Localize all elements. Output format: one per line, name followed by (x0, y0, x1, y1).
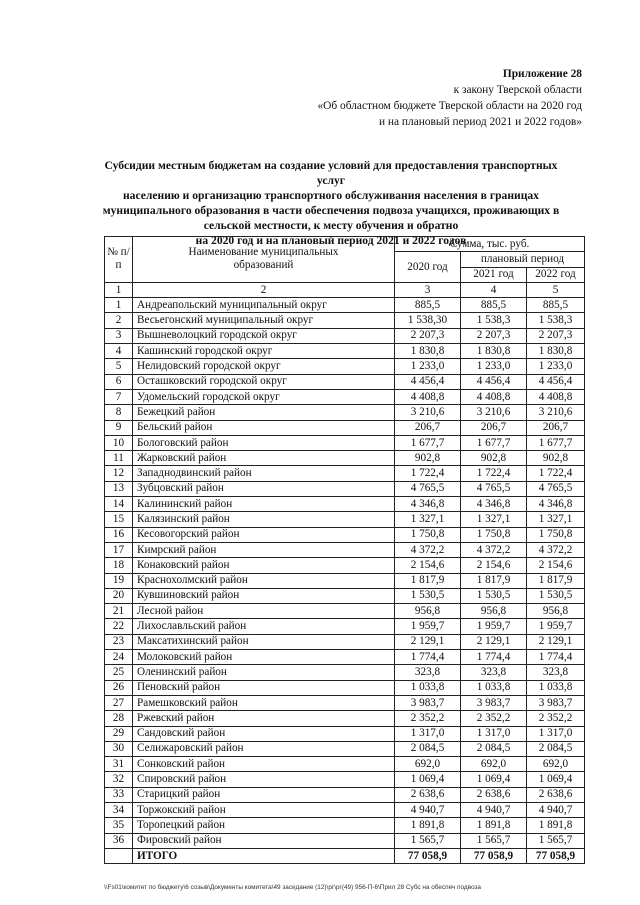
municipality-name: Конаковский район (133, 558, 395, 573)
value-2020: 692,0 (395, 757, 461, 772)
row-number: 8 (105, 405, 133, 420)
value-2021: 1 565,7 (461, 833, 527, 848)
municipality-name: Рамешковский район (133, 695, 395, 710)
table-row (105, 665, 585, 680)
value-2022: 1 069,4 (527, 772, 585, 787)
value-2021: 4 765,5 (461, 481, 527, 496)
value-2021: 4 408,8 (461, 389, 527, 404)
municipality-name: Торопецкий район (133, 818, 395, 833)
value-2022: 1 530,5 (527, 588, 585, 603)
value-2021: 956,8 (461, 604, 527, 619)
row-number: 36 (105, 833, 133, 848)
value-2022: 4 346,8 (527, 497, 585, 512)
value-2020: 323,8 (395, 665, 461, 680)
municipality-name: Бельский район (133, 420, 395, 435)
row-number: 23 (105, 634, 133, 649)
value-2022: 1 033,8 (527, 680, 585, 695)
row-number: 6 (105, 374, 133, 389)
value-2022: 2 154,6 (527, 558, 585, 573)
value-2020: 2 129,1 (395, 634, 461, 649)
title-line-3: муниципального образования в части обеспечения подвоза учащихся, проживающих в (102, 204, 560, 217)
table-row (105, 298, 585, 313)
value-2021: 2 084,5 (461, 741, 527, 756)
table-row (105, 711, 585, 726)
value-2022: 1 538,3 (527, 313, 585, 328)
row-number: 20 (105, 588, 133, 603)
municipality-name: Лихославльский район (133, 619, 395, 634)
value-2021: 2 638,6 (461, 787, 527, 802)
row-number: 15 (105, 512, 133, 527)
value-2021: 206,7 (461, 420, 527, 435)
value-2022: 1 233,0 (527, 359, 585, 374)
municipality-name: Калининский район (133, 497, 395, 512)
table-row (105, 695, 585, 710)
row-number: 24 (105, 650, 133, 665)
title-line-4: сельской местности, к месту обучения и обратно (203, 219, 459, 232)
value-2020: 4 456,4 (395, 374, 461, 389)
row-number: 5 (105, 359, 133, 374)
value-2020: 902,8 (395, 451, 461, 466)
municipality-name: Максатихинский район (133, 634, 395, 649)
value-2020: 4 940,7 (395, 802, 461, 817)
table-row (105, 359, 585, 374)
value-2022: 2 352,2 (527, 711, 585, 726)
municipality-name: Фировский район (133, 833, 395, 848)
value-2022: 885,5 (527, 298, 585, 313)
value-2021: 1 317,0 (461, 726, 527, 741)
row-number: 14 (105, 497, 133, 512)
table-row (105, 542, 585, 557)
value-2021: 1 530,5 (461, 588, 527, 603)
table-row (105, 527, 585, 542)
value-2020: 1 830,8 (395, 344, 461, 359)
value-2021: 4 346,8 (461, 497, 527, 512)
value-2022: 4 765,5 (527, 481, 585, 496)
value-2020: 4 765,5 (395, 481, 461, 496)
table-row (105, 389, 585, 404)
table-row (105, 619, 585, 634)
table-row (105, 588, 585, 603)
value-2020: 1 750,8 (395, 527, 461, 542)
row-number: 12 (105, 466, 133, 481)
table-row (105, 512, 585, 527)
table-row (105, 680, 585, 695)
appendix-block (317, 66, 582, 130)
value-2020: 1 233,0 (395, 359, 461, 374)
header-name: Наименование муниципальных образований (133, 237, 395, 283)
municipality-name: Сандовский район (133, 726, 395, 741)
value-2022: 1 317,0 (527, 726, 585, 741)
value-2022: 2 638,6 (527, 787, 585, 802)
value-2021: 885,5 (461, 298, 527, 313)
value-2021: 902,8 (461, 451, 527, 466)
table-row (105, 344, 585, 359)
value-2020: 1 959,7 (395, 619, 461, 634)
municipality-name: Лесной район (133, 604, 395, 619)
table-row (105, 573, 585, 588)
municipality-name: Оленинский район (133, 665, 395, 680)
table-row (105, 435, 585, 450)
value-2021: 1 722,4 (461, 466, 527, 481)
index-cell: 5 (527, 282, 585, 297)
municipality-name: Жарковский район (133, 451, 395, 466)
row-number: 35 (105, 818, 133, 833)
value-2020: 1 069,4 (395, 772, 461, 787)
value-2020: 1 817,9 (395, 573, 461, 588)
value-2020: 1 538,30 (395, 313, 461, 328)
row-number: 10 (105, 435, 133, 450)
value-2021: 692,0 (461, 757, 527, 772)
value-2022: 2 084,5 (527, 741, 585, 756)
value-2021: 1 774,4 (461, 650, 527, 665)
table-row (105, 313, 585, 328)
row-number: 7 (105, 389, 133, 404)
value-2021: 1 233,0 (461, 359, 527, 374)
value-2022: 1 722,4 (527, 466, 585, 481)
header-2020: 2020 год (395, 252, 461, 283)
index-cell: 3 (395, 282, 461, 297)
row-number: 2 (105, 313, 133, 328)
file-path-footer: \\Fs01\комитет по бюджету\6 созыв\Документы комитета\49 заседание (12)\рг\рг(49) 956-П-6\Прил 28 Субс на обеспеч подвоза (104, 884, 481, 891)
value-2021: 1 817,9 (461, 573, 527, 588)
value-2022: 1 891,8 (527, 818, 585, 833)
value-2021: 3 983,7 (461, 695, 527, 710)
municipality-name: Сонковский район (133, 757, 395, 772)
table-row (105, 726, 585, 741)
value-2021: 4 940,7 (461, 802, 527, 817)
value-2020: 3 210,6 (395, 405, 461, 420)
value-2022: 1 817,9 (527, 573, 585, 588)
value-2021: 1 959,7 (461, 619, 527, 634)
total-label: ИТОГО (133, 848, 395, 863)
value-2021: 4 456,4 (461, 374, 527, 389)
total-2022: 77 058,9 (527, 848, 585, 863)
value-2022: 1 677,7 (527, 435, 585, 450)
value-2021: 1 033,8 (461, 680, 527, 695)
value-2020: 2 154,6 (395, 558, 461, 573)
header-number: № п/п (105, 237, 133, 283)
value-2020: 1 891,8 (395, 818, 461, 833)
table-row (105, 558, 585, 573)
index-cell: 2 (133, 282, 395, 297)
value-2020: 2 207,3 (395, 328, 461, 343)
row-number: 28 (105, 711, 133, 726)
appendix-line-2: «Об областном бюджете Тверской области на 2020 год (317, 100, 582, 112)
municipality-name: Молоковский район (133, 650, 395, 665)
row-number: 11 (105, 451, 133, 466)
row-number: 21 (105, 604, 133, 619)
municipality-name: Кувшиновский район (133, 588, 395, 603)
total-2020: 77 058,9 (395, 848, 461, 863)
municipality-name: Бологовский район (133, 435, 395, 450)
table-row (105, 328, 585, 343)
value-2022: 323,8 (527, 665, 585, 680)
municipality-name: Весьегонский муниципальный округ (133, 313, 395, 328)
total-2021: 77 058,9 (461, 848, 527, 863)
value-2020: 1 327,1 (395, 512, 461, 527)
row-number: 30 (105, 741, 133, 756)
value-2021: 2 352,2 (461, 711, 527, 726)
municipality-name: Зубцовский район (133, 481, 395, 496)
value-2020: 1 530,5 (395, 588, 461, 603)
value-2022: 692,0 (527, 757, 585, 772)
municipality-name: Осташковский городской округ (133, 374, 395, 389)
table-row (105, 741, 585, 756)
row-number: 26 (105, 680, 133, 695)
value-2021: 3 210,6 (461, 405, 527, 420)
value-2021: 1 891,8 (461, 818, 527, 833)
header-2021: 2021 год (461, 267, 527, 282)
value-2020: 1 722,4 (395, 466, 461, 481)
row-number: 18 (105, 558, 133, 573)
header-plan-period: плановый период (461, 252, 585, 267)
value-2021: 4 372,2 (461, 542, 527, 557)
value-2020: 1 565,7 (395, 833, 461, 848)
table-row (105, 481, 585, 496)
row-number: 34 (105, 802, 133, 817)
table-row (105, 650, 585, 665)
value-2021: 2 154,6 (461, 558, 527, 573)
municipality-name: Торжокский район (133, 802, 395, 817)
row-number: 29 (105, 726, 133, 741)
value-2020: 1 677,7 (395, 435, 461, 450)
table-row (105, 451, 585, 466)
table-row (105, 420, 585, 435)
appendix-line-3: и на плановый период 2021 и 2022 годов» (378, 116, 582, 128)
header-2022: 2022 год (527, 267, 585, 282)
value-2020: 2 638,6 (395, 787, 461, 802)
value-2021: 1 538,3 (461, 313, 527, 328)
municipality-name: Старицкий район (133, 787, 395, 802)
value-2022: 3 210,6 (527, 405, 585, 420)
row-number: 17 (105, 542, 133, 557)
municipality-name: Кимрский район (133, 542, 395, 557)
value-2022: 4 456,4 (527, 374, 585, 389)
title-line-5: на 2020 год и на плановый период 2021 и 2022 годов (195, 234, 467, 247)
value-2022: 206,7 (527, 420, 585, 435)
municipality-name: Селижаровский район (133, 741, 395, 756)
row-number: 3 (105, 328, 133, 343)
table-row (105, 757, 585, 772)
value-2020: 206,7 (395, 420, 461, 435)
value-2022: 4 372,2 (527, 542, 585, 557)
row-number: 4 (105, 344, 133, 359)
value-2020: 3 983,7 (395, 695, 461, 710)
appendix-number: Приложение 28 (502, 68, 582, 80)
value-2020: 4 346,8 (395, 497, 461, 512)
value-2020: 1 317,0 (395, 726, 461, 741)
title-line-1: Субсидии местным бюджетам на создание условий для предоставления транспортных услуг (104, 159, 558, 187)
municipality-name: Спировский район (133, 772, 395, 787)
value-2022: 1 750,8 (527, 527, 585, 542)
row-number: 1 (105, 298, 133, 313)
value-2021: 1 830,8 (461, 344, 527, 359)
table-row (105, 634, 585, 649)
row-number: 32 (105, 772, 133, 787)
row-number: 16 (105, 527, 133, 542)
table-row (105, 802, 585, 817)
value-2022: 4 408,8 (527, 389, 585, 404)
row-number: 25 (105, 665, 133, 680)
value-2020: 4 372,2 (395, 542, 461, 557)
total-empty-cell (105, 848, 133, 863)
value-2022: 1 327,1 (527, 512, 585, 527)
value-2020: 4 408,8 (395, 389, 461, 404)
value-2020: 1 033,8 (395, 680, 461, 695)
value-2021: 2 129,1 (461, 634, 527, 649)
value-2020: 1 774,4 (395, 650, 461, 665)
municipality-name: Кесовогорский район (133, 527, 395, 542)
municipality-name: Западнодвинский район (133, 466, 395, 481)
value-2020: 956,8 (395, 604, 461, 619)
document-title (96, 158, 566, 248)
value-2022: 2 129,1 (527, 634, 585, 649)
table-row (105, 772, 585, 787)
table-row (105, 497, 585, 512)
value-2022: 956,8 (527, 604, 585, 619)
value-2022: 2 207,3 (527, 328, 585, 343)
table-row (105, 405, 585, 420)
municipality-name: Нелидовский городской округ (133, 359, 395, 374)
table-row (105, 466, 585, 481)
row-number: 22 (105, 619, 133, 634)
row-number: 9 (105, 420, 133, 435)
table-row (105, 604, 585, 619)
value-2022: 4 940,7 (527, 802, 585, 817)
index-cell: 4 (461, 282, 527, 297)
municipality-name: Удомельский городской округ (133, 389, 395, 404)
table-row (105, 374, 585, 389)
value-2022: 1 565,7 (527, 833, 585, 848)
municipality-name: Бежецкий район (133, 405, 395, 420)
row-number: 31 (105, 757, 133, 772)
header-sum: Сумма, тыс. руб. (395, 237, 585, 252)
value-2022: 1 959,7 (527, 619, 585, 634)
municipality-name: Вышневолоцкий городской округ (133, 328, 395, 343)
value-2022: 902,8 (527, 451, 585, 466)
value-2021: 1 750,8 (461, 527, 527, 542)
row-number: 33 (105, 787, 133, 802)
row-number: 19 (105, 573, 133, 588)
municipality-name: Ржевский район (133, 711, 395, 726)
title-line-2: населению и организацию транспортного обслуживания населения в границах (123, 189, 539, 202)
value-2022: 1 774,4 (527, 650, 585, 665)
value-2021: 2 207,3 (461, 328, 527, 343)
value-2020: 2 084,5 (395, 741, 461, 756)
municipality-name: Калязинский район (133, 512, 395, 527)
value-2022: 3 983,7 (527, 695, 585, 710)
row-number: 27 (105, 695, 133, 710)
value-2021: 323,8 (461, 665, 527, 680)
value-2021: 1 327,1 (461, 512, 527, 527)
value-2021: 1 069,4 (461, 772, 527, 787)
value-2020: 885,5 (395, 298, 461, 313)
table-row (105, 818, 585, 833)
appendix-line-1: к закону Тверской области (453, 84, 582, 96)
value-2021: 1 677,7 (461, 435, 527, 450)
value-2022: 1 830,8 (527, 344, 585, 359)
row-number: 13 (105, 481, 133, 496)
municipality-name: Андреапольский муниципальный округ (133, 298, 395, 313)
table-row (105, 787, 585, 802)
total-row (105, 848, 585, 863)
value-2020: 2 352,2 (395, 711, 461, 726)
municipality-name: Пеновский район (133, 680, 395, 695)
municipality-name: Кашинский городской округ (133, 344, 395, 359)
table-row (105, 833, 585, 848)
index-cell: 1 (105, 282, 133, 297)
municipality-name: Краснохолмский район (133, 573, 395, 588)
subsidies-table (104, 236, 585, 864)
